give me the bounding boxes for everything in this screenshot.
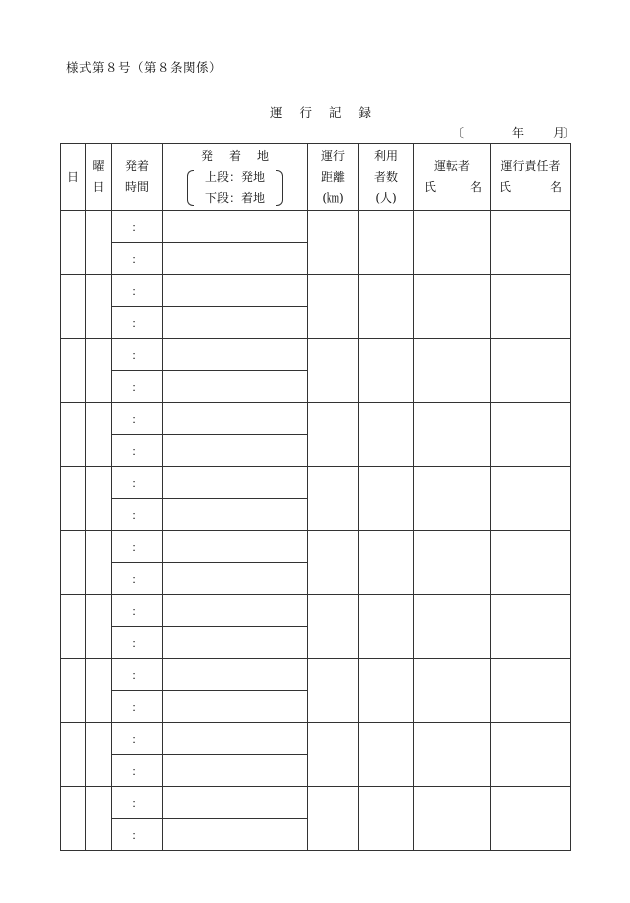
distance-cell[interactable] (308, 403, 359, 467)
passenger-count-cell[interactable] (359, 659, 414, 723)
departure-time-cell[interactable]: ： (112, 211, 163, 243)
header-day: 日 (61, 144, 86, 211)
passenger-count-cell[interactable] (359, 211, 414, 275)
driver-name-cell[interactable] (414, 403, 491, 467)
manager-name-cell[interactable] (491, 467, 571, 531)
weekday-cell[interactable] (86, 723, 112, 787)
document-title: 運行記録 (270, 105, 389, 120)
driver-name-cell[interactable] (414, 659, 491, 723)
weekday-cell[interactable] (86, 211, 112, 275)
day-cell[interactable] (61, 595, 86, 659)
passenger-count-cell[interactable] (359, 275, 414, 339)
weekday-cell[interactable] (86, 531, 112, 595)
departure-place-cell[interactable] (163, 211, 308, 243)
departure-place-cell[interactable] (163, 275, 308, 307)
distance-cell[interactable] (308, 595, 359, 659)
driver-name-cell[interactable] (414, 275, 491, 339)
departure-time-cell[interactable]: ： (112, 339, 163, 371)
passenger-count-cell[interactable] (359, 531, 414, 595)
table-row (61, 275, 571, 307)
passenger-count-cell[interactable] (359, 403, 414, 467)
period-year-label: 年 (512, 126, 525, 140)
departure-place-cell[interactable] (163, 403, 308, 435)
driver-name-cell[interactable] (414, 211, 491, 275)
header-driver-name: 運転者 氏 名 (414, 144, 491, 211)
arrival-time-cell[interactable]: ： (112, 755, 163, 787)
arrival-time-cell[interactable]: ： (112, 691, 163, 723)
driver-name-cell[interactable] (414, 467, 491, 531)
header-departure-time: 発着 時間 (112, 144, 163, 211)
departure-place-cell[interactable] (163, 659, 308, 691)
arrival-time-cell[interactable]: ： (112, 627, 163, 659)
header-weekday: 曜 日 (86, 144, 112, 211)
day-cell[interactable] (61, 339, 86, 403)
day-cell[interactable] (61, 403, 86, 467)
weekday-cell[interactable] (86, 595, 112, 659)
departure-time-cell[interactable]: ： (112, 403, 163, 435)
arrival-place-cell[interactable] (163, 371, 308, 403)
distance-cell[interactable] (308, 467, 359, 531)
arrival-place-cell[interactable] (163, 243, 308, 275)
distance-cell[interactable] (308, 723, 359, 787)
period-month-label: 月 (553, 126, 566, 140)
passenger-count-cell[interactable] (359, 339, 414, 403)
table-header-row (61, 144, 571, 211)
departure-place-cell[interactable] (163, 531, 308, 563)
distance-cell[interactable] (308, 531, 359, 595)
table-row (61, 787, 571, 819)
table-row (61, 723, 571, 755)
day-cell[interactable] (61, 659, 86, 723)
arrival-place-cell[interactable] (163, 307, 308, 339)
day-cell[interactable] (61, 467, 86, 531)
departure-time-cell[interactable]: ： (112, 467, 163, 499)
arrival-time-cell[interactable]: ： (112, 307, 163, 339)
departure-place-cell[interactable] (163, 723, 308, 755)
table-row (61, 339, 571, 371)
driver-name-cell[interactable] (414, 531, 491, 595)
form-number-label: 様式第８号（第８条関係） (66, 60, 223, 75)
manager-name-cell[interactable] (491, 659, 571, 723)
distance-cell[interactable] (308, 211, 359, 275)
passenger-count-cell[interactable] (359, 595, 414, 659)
distance-cell[interactable] (308, 787, 359, 851)
passenger-count-cell[interactable] (359, 723, 414, 787)
table-row (61, 659, 571, 691)
arrival-time-cell[interactable]: ： (112, 243, 163, 275)
table-row (61, 595, 571, 627)
weekday-cell[interactable] (86, 659, 112, 723)
departure-time-cell[interactable]: ： (112, 595, 163, 627)
day-cell[interactable] (61, 275, 86, 339)
weekday-cell[interactable] (86, 467, 112, 531)
arrival-time-cell[interactable]: ： (112, 563, 163, 595)
arrival-place-cell[interactable] (163, 435, 308, 467)
arrival-time-cell[interactable]: ： (112, 819, 163, 851)
day-cell[interactable] (61, 723, 86, 787)
header-location-title: 発着地 (200, 148, 285, 163)
driver-name-cell[interactable] (414, 339, 491, 403)
arrival-time-cell[interactable]: ： (112, 371, 163, 403)
distance-cell[interactable] (308, 659, 359, 723)
operation-log-table (60, 143, 571, 851)
distance-cell[interactable] (308, 275, 359, 339)
weekday-cell[interactable] (86, 787, 112, 851)
arrival-place-cell[interactable] (163, 627, 308, 659)
year-month-field (452, 124, 576, 140)
passenger-count-cell[interactable] (359, 467, 414, 531)
day-cell[interactable] (61, 787, 86, 851)
header-manager-name: 運行責任者 氏 名 (491, 144, 571, 211)
departure-time-cell[interactable]: ： (112, 275, 163, 307)
departure-place-cell[interactable] (163, 339, 308, 371)
header-passengers: 利用 者数 (人) (359, 144, 414, 211)
header-distance: 運行 距離 (㎞) (308, 144, 359, 211)
departure-time-cell[interactable]: ： (112, 787, 163, 819)
manager-name-cell[interactable] (491, 275, 571, 339)
distance-cell[interactable] (308, 339, 359, 403)
day-cell[interactable] (61, 211, 86, 275)
arrival-place-cell[interactable] (163, 691, 308, 723)
manager-name-cell[interactable] (491, 531, 571, 595)
departure-place-cell[interactable] (163, 787, 308, 819)
manager-name-cell[interactable] (491, 787, 571, 851)
manager-name-cell[interactable] (491, 211, 571, 275)
table-row (61, 403, 571, 435)
weekday-cell[interactable] (86, 403, 112, 467)
departure-place-cell[interactable] (163, 467, 308, 499)
table-row (61, 211, 571, 243)
arrival-place-cell[interactable] (163, 499, 308, 531)
arrival-place-cell[interactable] (163, 563, 308, 595)
arrival-place-cell[interactable] (163, 755, 308, 787)
weekday-cell[interactable] (86, 339, 112, 403)
departure-time-cell[interactable]: ： (112, 531, 163, 563)
weekday-cell[interactable] (86, 275, 112, 339)
day-cell[interactable] (61, 531, 86, 595)
period-close-bracket: 〕 (563, 126, 576, 140)
arrival-time-cell[interactable]: ： (112, 435, 163, 467)
driver-name-cell[interactable] (414, 595, 491, 659)
passenger-count-cell[interactable] (359, 787, 414, 851)
departure-place-cell[interactable] (163, 595, 308, 627)
departure-time-cell[interactable]: ： (112, 723, 163, 755)
period-open-bracket: 〔 (452, 126, 465, 140)
arrival-place-cell[interactable] (163, 819, 308, 851)
arrival-time-cell[interactable]: ： (112, 499, 163, 531)
manager-name-cell[interactable] (491, 339, 571, 403)
manager-name-cell[interactable] (491, 723, 571, 787)
header-location (163, 144, 308, 211)
manager-name-cell[interactable] (491, 595, 571, 659)
table-row (61, 467, 571, 499)
header-location-note: 上段：発地 下段：着地 (187, 167, 283, 209)
table-row (61, 531, 571, 563)
departure-time-cell[interactable]: ： (112, 659, 163, 691)
manager-name-cell[interactable] (491, 403, 571, 467)
driver-name-cell[interactable] (414, 787, 491, 851)
driver-name-cell[interactable] (414, 723, 491, 787)
